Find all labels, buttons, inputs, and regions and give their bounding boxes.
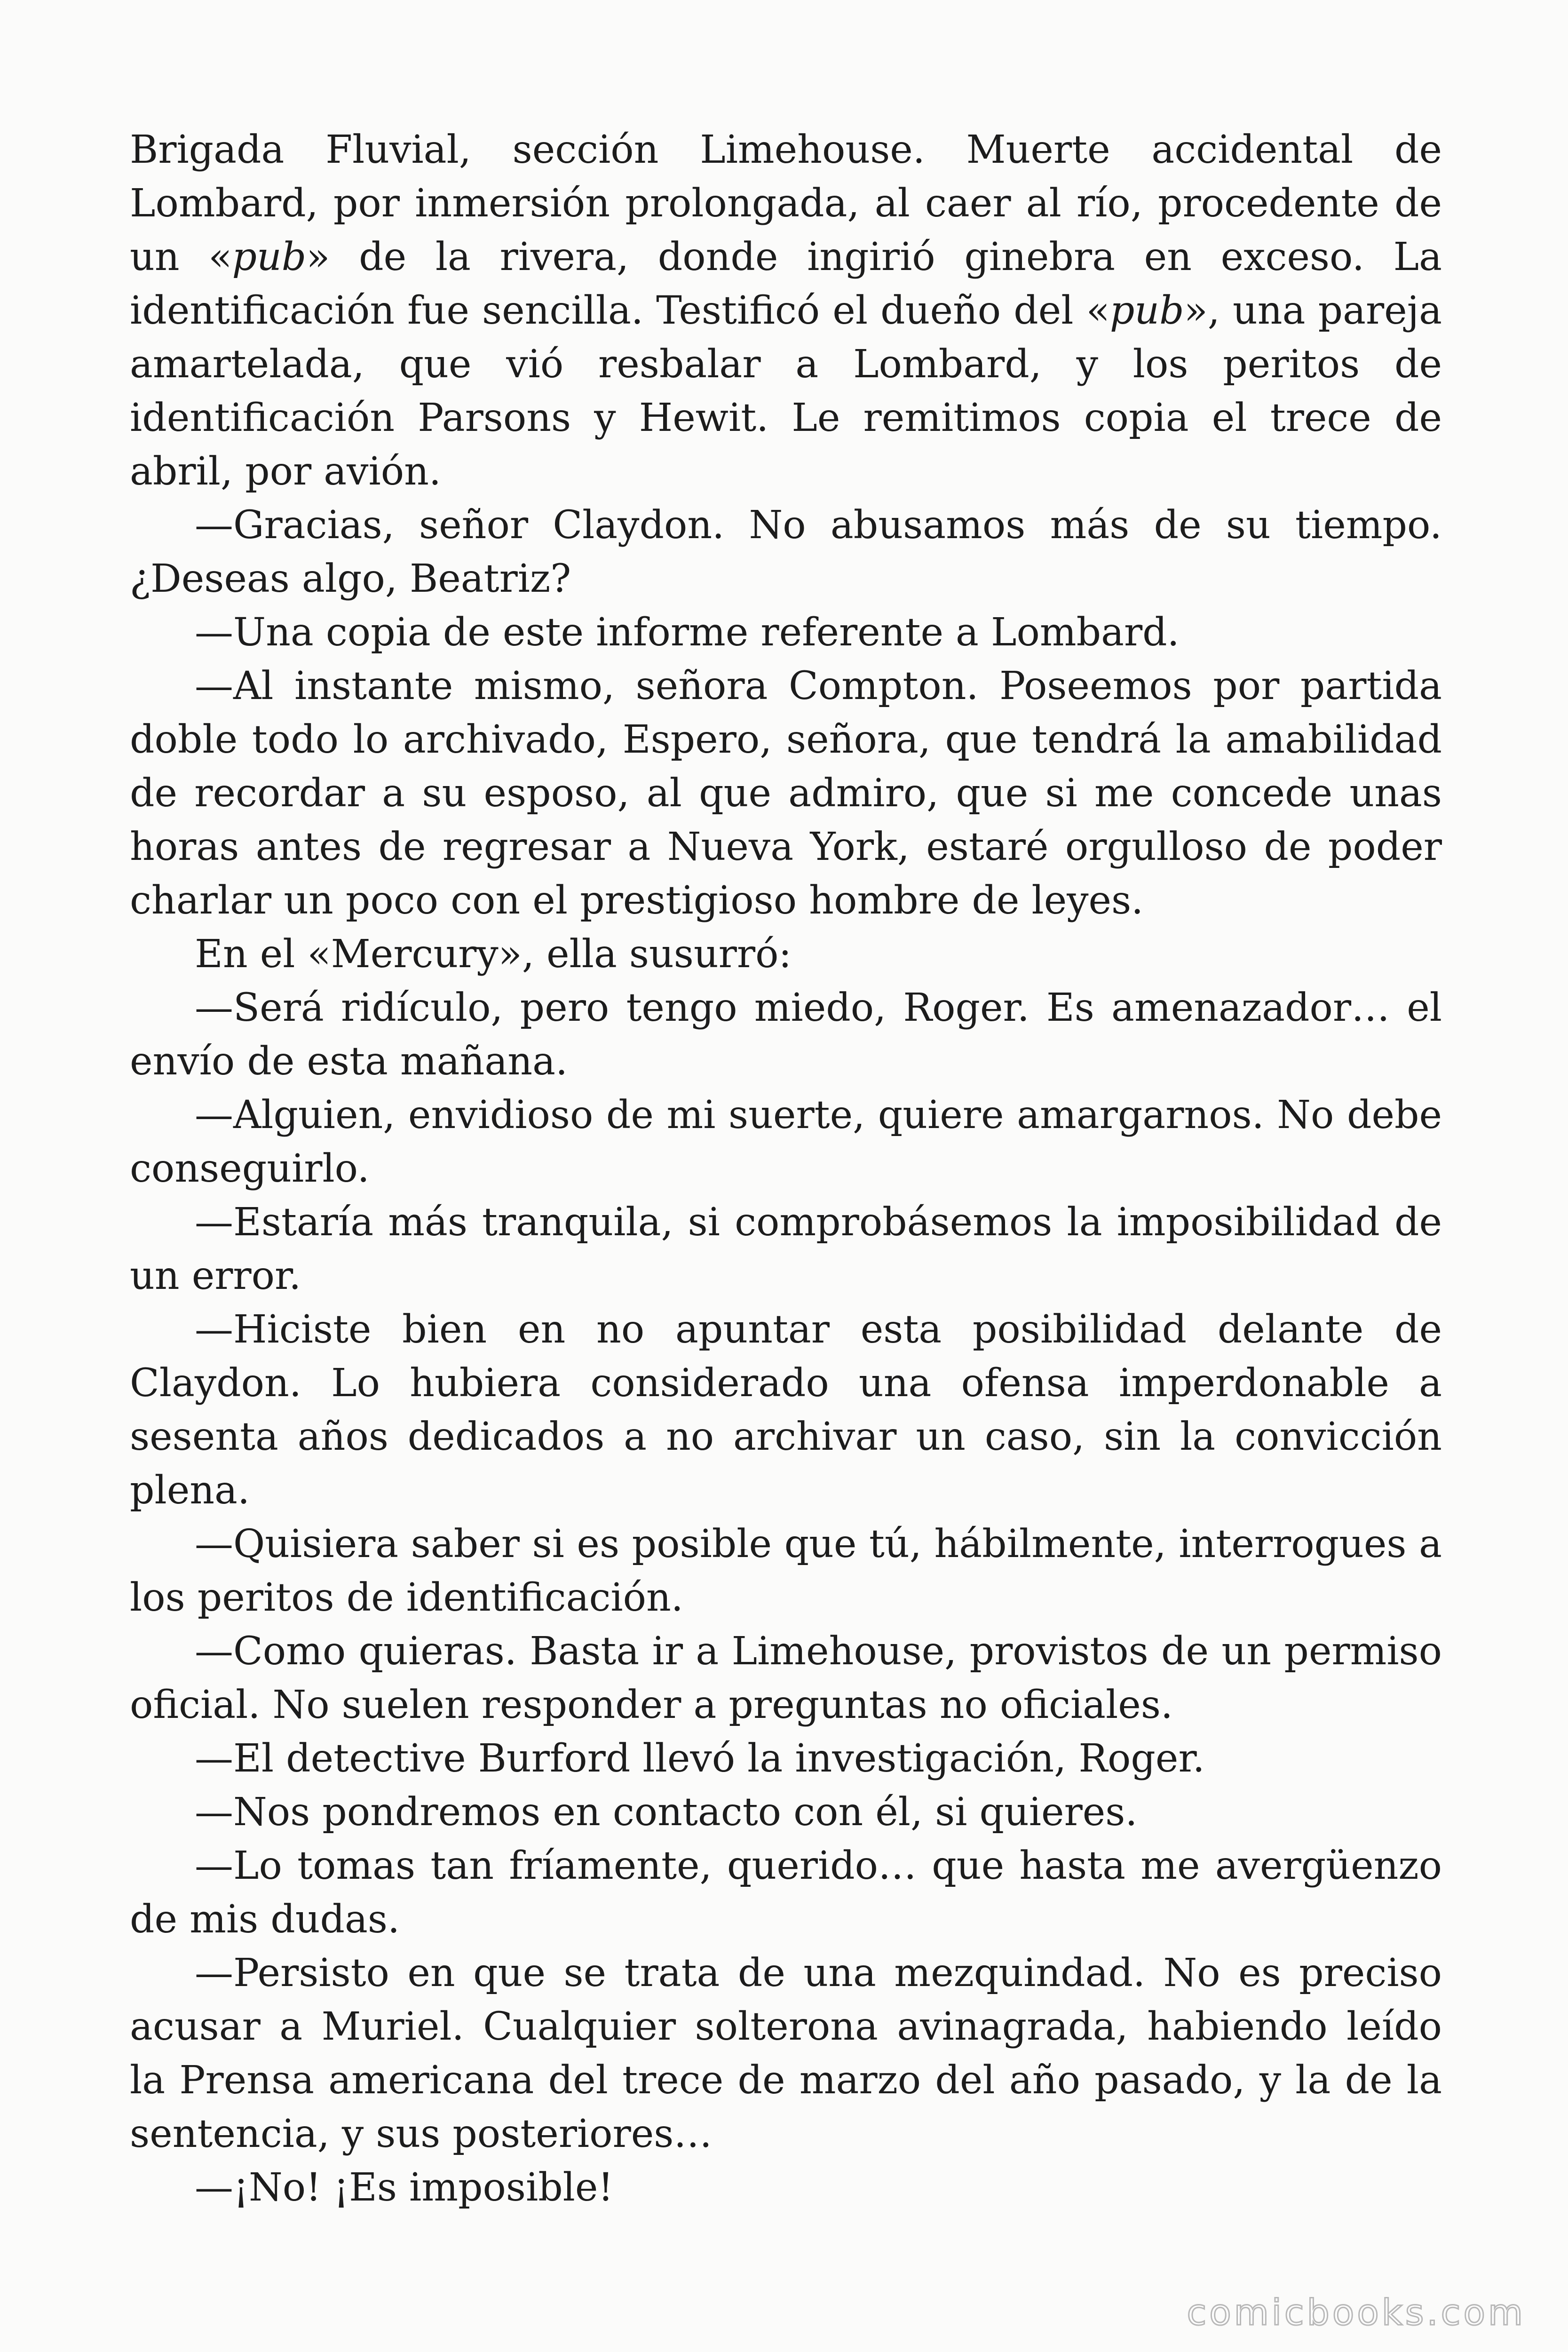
- watermark: comicbooks.com: [1187, 2291, 1526, 2333]
- paragraph: —Lo tomas tan fríamente, querido… que hasta me avergüenzo de mis dudas.: [130, 1843, 1442, 1942]
- paragraph: —Como quieras. Basta ir a Limehouse, provistos de un permiso oficial. No suelen responder a preguntas no oficiales.: [130, 1629, 1442, 1727]
- text-run: », una pareja amartelada, que vió resbalar a Lombard, y los peritos de identificación Parsons y Hewit. Le remitimos copia el trece de abril, por avión.: [130, 288, 1442, 494]
- text-run: » de la rivera, donde ingirió ginebra en exceso. La identificación fue sencilla. Testificó el dueño del «: [130, 235, 1442, 333]
- paragraph: —Hiciste bien en no apuntar esta posibilidad delante de Claydon. Lo hubiera considerado una ofensa imperdonable a sesenta años dedicados a no archivar un caso, sin la convicción plena.: [130, 1307, 1442, 1513]
- paragraph: —Estaría más tranquila, si comprobásemos la imposibilidad de un error.: [130, 1200, 1442, 1298]
- paragraph: En el «Mercury», ella susurró:: [195, 932, 792, 977]
- paragraph: —El detective Burford llevó la investigación, Roger.: [195, 1736, 1205, 1781]
- paragraph: —Quisiera saber si es posible que tú, hábilmente, interrogues a los peritos de identificación.: [130, 1522, 1442, 1620]
- paragraph: [130, 123, 1442, 499]
- text-run: Brigada Fluvial, sección Limehouse. Muerte accidental de Lombard, por inmersión prolongada, al caer al río, procedente de un «: [130, 127, 1442, 279]
- paragraph: —Será ridículo, pero tengo miedo, Roger. Es amenazador… el envío de esta mañana.: [130, 985, 1442, 1084]
- paragraph: —Al instante mismo, señora Compton. Poseemos por partida doble todo lo archivado, Espero, señora, que tendrá la amabilidad de recordar a su esposo, al que admiro, que si me concede unas horas antes de regresar a Nueva York, estaré orgulloso de poder charlar un poco con el prestigioso hombre de leyes.: [130, 664, 1442, 923]
- body-text: [130, 123, 1442, 2215]
- paragraph: —Una copia de este informe referente a Lombard.: [195, 610, 1180, 655]
- paragraph: —Alguien, envidioso de mi suerte, quiere amargarnos. No debe conseguirlo.: [130, 1093, 1442, 1191]
- paragraph: —¡No! ¡Es imposible!: [195, 2165, 614, 2210]
- paragraph: —Persisto en que se trata de una mezquindad. No es preciso acusar a Muriel. Cualquier solterona avinagrada, habiendo leído la Prensa americana del trece de marzo del año pasado, y la de la sentencia, y sus posteriores…: [130, 1951, 1442, 2156]
- italic-word: pub: [232, 235, 307, 279]
- paragraph: —Gracias, señor Claydon. No abusamos más de su tiempo. ¿Deseas algo, Beatriz?: [130, 503, 1442, 601]
- italic-word: pub: [1109, 288, 1184, 333]
- paragraph: —Nos pondremos en contacto con él, si quieres.: [195, 1790, 1138, 1835]
